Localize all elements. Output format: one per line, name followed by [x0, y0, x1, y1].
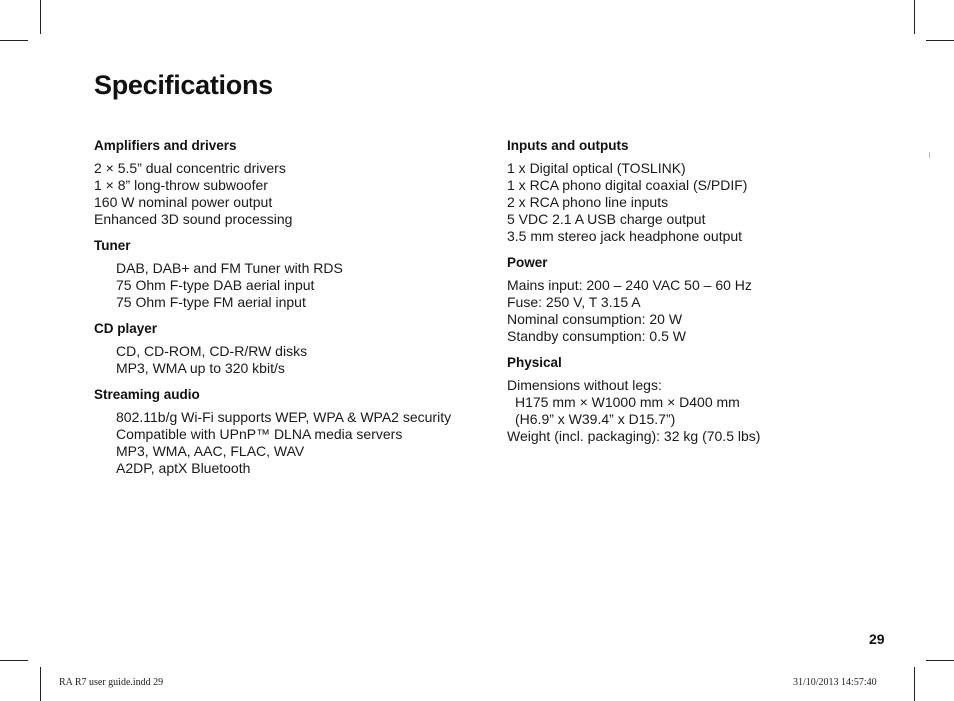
- crop-mark-bottom-right-vertical: [914, 667, 915, 701]
- spec-line: 1 x RCA phono digital coaxial (S/PDIF): [507, 177, 748, 193]
- section-heading: Amplifiers and drivers: [94, 138, 237, 153]
- page-number: 29: [869, 631, 885, 647]
- spec-section-physical: [507, 354, 897, 445]
- spec-line: 3.5 mm stereo jack headphone output: [507, 228, 743, 244]
- crop-mark-top-left-horizontal: [0, 40, 28, 41]
- spec-line: Enhanced 3D sound processing: [94, 211, 293, 227]
- spec-line: Standby consumption: 0.5 W: [507, 328, 686, 344]
- section-lines: [94, 409, 484, 477]
- spec-line: 5 VDC 2.1 A USB charge output: [507, 211, 706, 227]
- crop-mark-bottom-left-vertical: [40, 667, 41, 701]
- crop-mark-bottom-right-horizontal: [926, 660, 954, 661]
- spec-section-streaming-audio: [94, 386, 484, 477]
- spec-line: 802.11b/g Wi-Fi supports WEP, WPA & WPA2 security: [116, 409, 452, 425]
- page-title: Specifications: [94, 70, 273, 100]
- spec-line: 2 x RCA phono line inputs: [507, 194, 669, 210]
- specs-left-column: [94, 137, 484, 486]
- spec-line: Nominal consumption: 20 W: [507, 311, 683, 327]
- section-lines: [94, 260, 484, 311]
- section-lines: [507, 277, 897, 345]
- spec-line: H175 mm × W1000 mm × D400 mm: [515, 394, 740, 410]
- spec-line: Weight (incl. packaging): 32 kg (70.5 lbs): [507, 428, 761, 444]
- crop-mark-bottom-left-horizontal: [0, 660, 28, 661]
- section-lines: [94, 343, 484, 377]
- crop-mark-top-right-horizontal: [926, 40, 954, 41]
- section-heading: Streaming audio: [94, 387, 200, 402]
- spec-line: 160 W nominal power output: [94, 194, 273, 210]
- spec-line: 75 Ohm F-type DAB aerial input: [116, 277, 315, 293]
- spec-section-power: [507, 254, 897, 345]
- crop-mark-top-left-vertical: [40, 0, 41, 34]
- spec-line: 1 × 8” long-throw subwoofer: [94, 177, 268, 193]
- spec-section-cd-player: [94, 320, 484, 377]
- spec-section-inputs-outputs: [507, 137, 897, 245]
- spec-line: Dimensions without legs:: [507, 377, 662, 393]
- section-heading: Physical: [507, 355, 562, 370]
- registration-tick: [929, 152, 930, 158]
- spec-line: MP3, WMA, AAC, FLAC, WAV: [116, 443, 305, 459]
- spec-section-tuner: [94, 237, 484, 311]
- spec-line: Fuse: 250 V, T 3.15 A: [507, 294, 641, 310]
- spec-section-amplifiers: [94, 137, 484, 228]
- section-heading: CD player: [94, 321, 158, 336]
- section-heading: Inputs and outputs: [507, 138, 629, 153]
- section-lines: [507, 160, 897, 245]
- spec-line: 2 × 5.5” dual concentric drivers: [94, 160, 286, 176]
- spec-line: Compatible with UPnP™ DLNA media servers: [116, 426, 403, 442]
- print-slug-filename: RA R7 user guide.indd 29: [59, 677, 164, 688]
- spec-line: Mains input: 200 – 240 VAC 50 – 60 Hz: [507, 277, 752, 293]
- section-heading: Tuner: [94, 238, 131, 253]
- crop-mark-top-right-vertical: [914, 0, 915, 34]
- spec-line: (H6.9” x W39.4” x D15.7”): [515, 411, 676, 427]
- spec-line: 75 Ohm F-type FM aerial input: [116, 294, 306, 310]
- print-slug-timestamp: 31/10/2013 14:57:40: [793, 677, 877, 688]
- section-heading: Power: [507, 255, 548, 270]
- spec-line: A2DP, aptX Bluetooth: [116, 460, 251, 476]
- spec-line: DAB, DAB+ and FM Tuner with RDS: [116, 260, 343, 276]
- spec-line: MP3, WMA up to 320 kbit/s: [116, 360, 285, 376]
- spec-line: 1 x Digital optical (TOSLINK): [507, 160, 686, 176]
- specs-right-column: [507, 137, 897, 454]
- section-lines: [507, 377, 897, 445]
- section-lines: [94, 160, 484, 228]
- spec-line: CD, CD-ROM, CD-R/RW disks: [116, 343, 308, 359]
